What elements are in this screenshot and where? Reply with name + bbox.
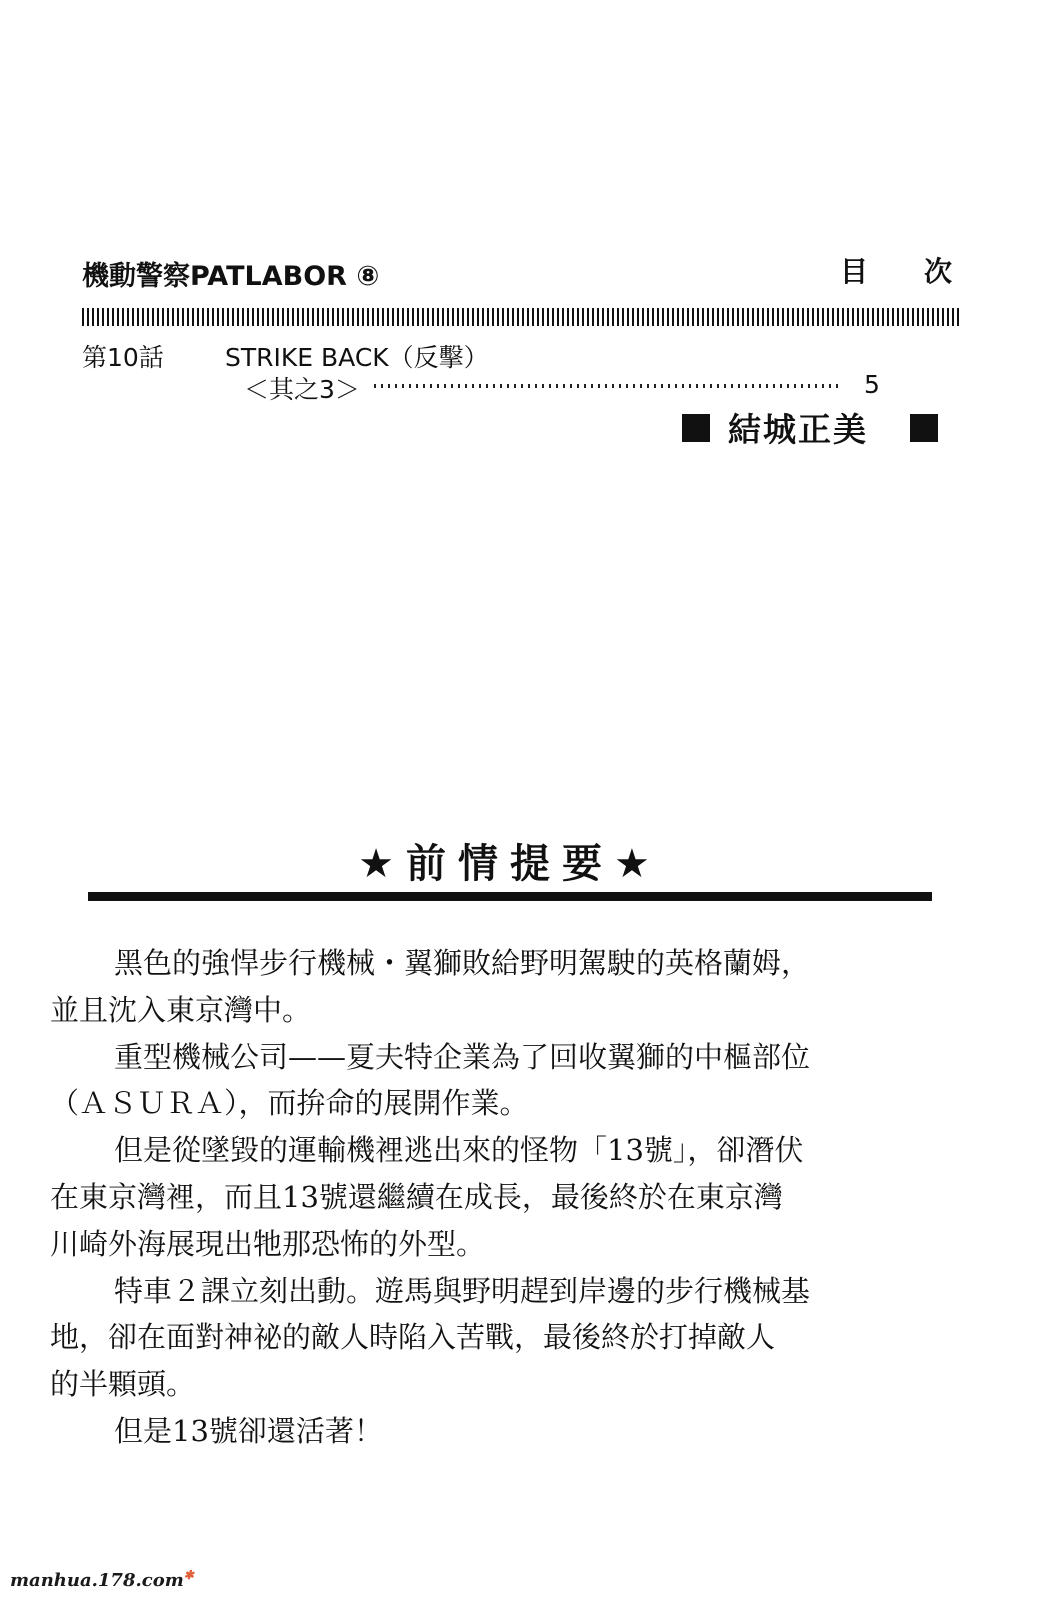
summary-heading: ★前情提要★ bbox=[358, 841, 662, 887]
summary-paragraph bbox=[50, 940, 932, 1034]
summary-line: （ＡＳＵＲＡ），而拚命的展開作業。 bbox=[50, 1086, 529, 1121]
watermark bbox=[10, 1568, 194, 1594]
star-icon: ✱ bbox=[183, 1568, 194, 1582]
summary-line: 黑色的強悍步行機械・翼獅敗給野明駕駛的英格蘭姆， bbox=[114, 946, 811, 980]
summary-line: 重型機械公司——夏夫特企業為了回收翼獅的中樞部位 bbox=[114, 1039, 811, 1074]
summary-line: 地，卻在面對神祕的敵人時陷入苦戰，最後終於打掉敵人 bbox=[50, 1320, 776, 1355]
toc-header bbox=[82, 250, 1008, 294]
summary-paragraph bbox=[82, 1408, 932, 1455]
hatched-divider bbox=[82, 308, 960, 326]
watermark-text: manhua.178.com bbox=[10, 1570, 184, 1591]
summary-line: 但是13號卻還活著！ bbox=[114, 1413, 383, 1448]
black-square-icon bbox=[682, 414, 710, 442]
chapter-page-number: 5 bbox=[864, 370, 880, 399]
chapter-subtitle: ＜其之3＞ bbox=[244, 375, 360, 404]
toc-subtitle-entry[interactable] bbox=[244, 370, 904, 406]
toc-chapter-entry[interactable] bbox=[82, 338, 962, 374]
summary-paragraph bbox=[50, 1034, 932, 1128]
summary-line: 的半顆頭。 bbox=[50, 1367, 196, 1402]
chapter-title: STRIKE BACK（反擊） bbox=[225, 343, 489, 372]
summary-line: 並且沈入東京灣中。 bbox=[50, 992, 312, 1027]
summary-divider bbox=[88, 892, 932, 901]
toc-label: 目次 bbox=[839, 255, 1008, 288]
book-title: 機動警察PATLABOR ⑧ bbox=[82, 261, 380, 292]
summary-line: 川崎外海展現出牠那恐怖的外型。 bbox=[50, 1226, 486, 1261]
summary-line: 特車２課立刻出動。遊馬與野明趕到岸邊的步行機械基 bbox=[114, 1273, 811, 1308]
chapter-number: 第10話 bbox=[82, 343, 164, 372]
summary-body bbox=[50, 940, 932, 1455]
summary-paragraph bbox=[50, 1127, 932, 1267]
author-name: 結城正美 bbox=[728, 410, 868, 449]
black-square-icon bbox=[910, 414, 938, 442]
author-credit bbox=[682, 404, 952, 448]
dot-leader bbox=[374, 384, 839, 388]
summary-paragraph bbox=[50, 1268, 932, 1408]
summary-line: 但是從墜毀的運輸機裡逃出來的怪物「13號」，卻潛伏 bbox=[114, 1133, 804, 1168]
summary-line: 在東京灣裡，而且13號還繼續在成長，最後終於在東京灣 bbox=[50, 1179, 783, 1214]
